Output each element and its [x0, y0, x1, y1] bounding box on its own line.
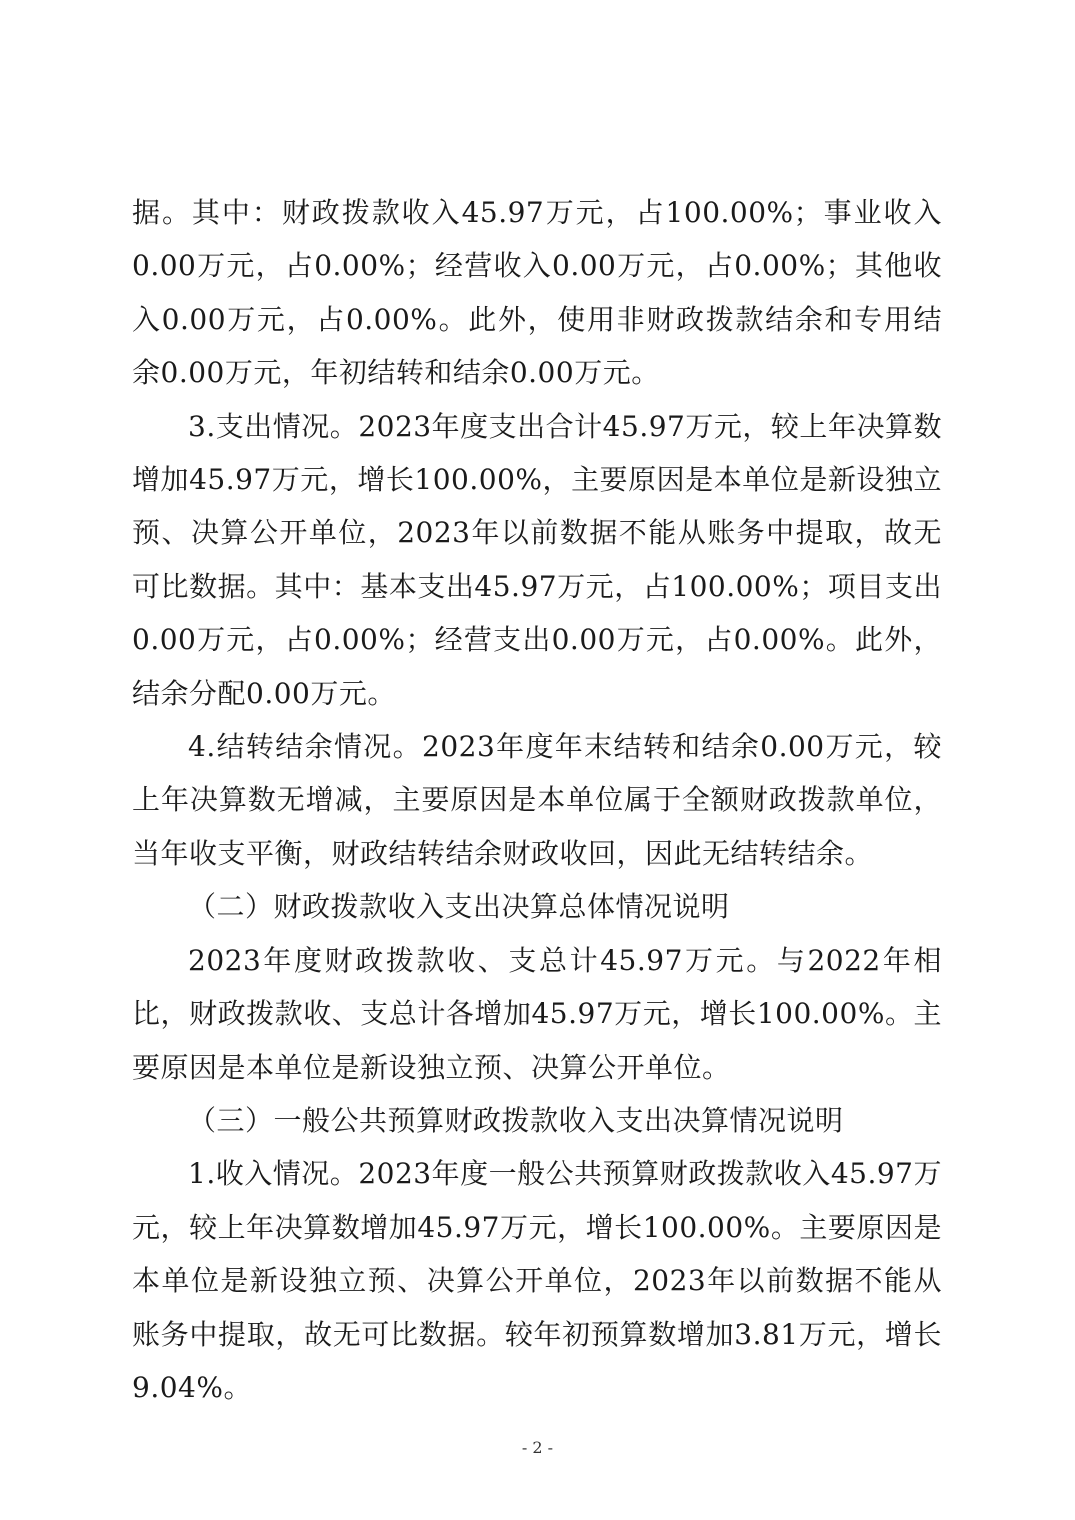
section-heading-fiscal-overview: （二）财政拨款收入支出决算总体情况说明 — [188, 890, 730, 924]
paragraph-general-budget-income: 1.收入情况。2023年度一般公共预算财政拨款收入45.97万元，较上年决算数增加45.97万元，增长100.00%。主要原因是本单位是新设独立预、决算公开单位，2023年以前数据不能从账务中提取，故无可比数据。较年初预算数增加3.81万元，增长9.04%。 — [132, 1157, 942, 1404]
paragraph-income-continued: 据。其中：财政拨款收入45.97万元，占100.00%；事业收入0.00万元，占0.00%；经营收入0.00万元，占0.00%；其他收入0.00万元，占0.00%。此外，使用非财政拨款结余和专用结余0.00万元，年初结转和结余0.00万元。 — [132, 196, 942, 390]
paragraph-carryover: 4.结转结余情况。2023年度年末结转和结余0.00万元，较上年决算数无增减，主要原因是本单位属于全额财政拨款单位，当年收支平衡，财政结转结余财政收回，因此无结转结余。 — [132, 730, 942, 870]
page-number: - 2 - — [521, 1438, 554, 1457]
document-body — [132, 186, 942, 1414]
paragraph-fiscal-overview: 2023年度财政拨款收、支总计45.97万元。与2022年相比，财政拨款收、支总计各增加45.97万元，增长100.00%。主要原因是本单位是新设独立预、决算公开单位。 — [132, 943, 942, 1084]
paragraph-expenditure: 3.支出情况。2023年度支出合计45.97万元，较上年决算数增加45.97万元，增长100.00%，主要原因是本单位是新设独立预、决算公开单位，2023年以前数据不能从账务中提取，故无可比数据。其中：基本支出45.97万元，占100.00%；项目支出0.00万元，占0.00%；经营支出0.00万元，占0.00%。此外，结余分配0.00万元。 — [132, 409, 942, 710]
section-heading-general-budget: （三）一般公共预算财政拨款收入支出决算情况说明 — [188, 1103, 844, 1137]
